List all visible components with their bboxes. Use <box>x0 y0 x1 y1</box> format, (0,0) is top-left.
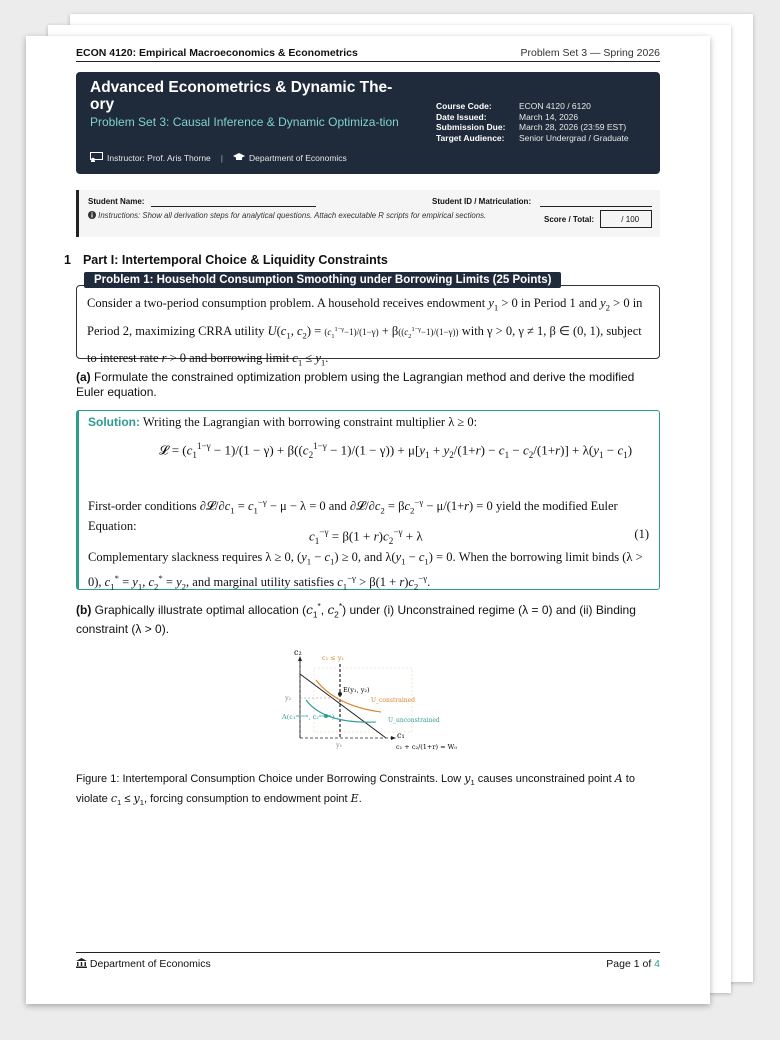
first-order-conditions: First-order conditions $\partial 𝓛/\partial c_1 = c_1^{-\gamma} - \mu - \lambda = 0$ and $\partial 𝓛/\partial c_2 = \beta c_2^{-\gamma} - \mu/(1+r) = 0$ yield the modified Euler Equation: <box>88 497 618 533</box>
euler-equation: $c_1^{-\gamma} = \beta(1 + r)c_2^{-\gamma} + \lambda$ <box>309 527 423 546</box>
footer-department <box>76 958 211 970</box>
lagrangian-equation: 𝓛 = $(c_1^{1-\gamma} - 1)/(1 - \gamma) + \beta((c_2^{1-\gamma} - 1)/(1 - \gamma)) + \mu[y_1 + y_2/(1+r) - c_1 - c_2/(1+r)] + \lambda(y_1 - c_1)$ <box>159 441 633 460</box>
page-prefix: Page 1 of <box>606 958 655 970</box>
info-key: Course Code: <box>436 101 492 111</box>
info-value: Senior Undergrad / Graduate <box>519 132 629 143</box>
x-axis-arrow-icon <box>391 736 396 740</box>
question-a-label: (a) <box>76 370 91 384</box>
solution-intro: Solution: Writing the Lagrangian with borrowing constraint multiplier λ ≥ 0: <box>88 415 478 429</box>
point-E <box>338 692 342 696</box>
Uc-label: U_constrained <box>371 697 416 704</box>
c2-axis-label: c₂ <box>294 648 302 657</box>
footer-dept-text: Department of Economics <box>89 958 211 970</box>
info-key: Date Issued: <box>436 111 487 122</box>
figure-caption: Figure 1: Intertemporal Consumption Choice under Borrowing Constraints. Low $y_1$ causes unconstrained point A to violate $c_1 \le y_1$, forcing consumption to endowment point E. <box>76 772 635 808</box>
institution-icon <box>76 958 87 968</box>
problem-statement-box <box>76 285 660 368</box>
info-value: March 28, 2026 (23:59 EST) <box>519 122 627 132</box>
budget-label: c₁ + c₂/(1+r) = W₀ <box>396 743 457 751</box>
page-number <box>606 958 660 970</box>
title-banner <box>76 72 660 174</box>
student-name-label: Student Name: <box>88 197 145 206</box>
document-page <box>26 36 710 1004</box>
A-label: A(c₁ᵘⁿᶜᵒⁿ, c₂ᵘⁿᶜᵒⁿ) <box>282 713 335 721</box>
info-key: Target Audience: <box>436 132 505 143</box>
problem-title-tab: Problem 1: Household Consumption Smoothing under Borrowing Limits (25 Points) <box>84 272 561 288</box>
banner-meta: Instructor: Prof. Aris Thorne | Department of Economics <box>90 152 347 164</box>
section-number: 1 <box>64 253 71 267</box>
info-value: ECON 4120 / 6120 <box>519 101 591 111</box>
question-a <box>76 370 660 399</box>
document-title: Advanced Econometrics & Dynamic The-ory <box>90 79 393 113</box>
instructions <box>88 211 508 221</box>
solution-box <box>76 410 660 590</box>
instructor-name: Instructor: Prof. Aris Thorne <box>107 153 211 163</box>
problem-statement: Consider a two-period consumption problem. A household receives endowment $y_1 > 0$ in Period 1 and $y_2 > 0$ in Period 2, maximizing CRRA utility $U(c_1$, $c_2) = (c_1^{1-\gamma}-1)/(1-\gamma) + \beta((c_2^{1-\gamma}-1)/(1-\gamma))$ with γ > 0, γ ≠ 1, β ∈ (0, 1), subject to interest rate r > 0 and borrowing limit $c_1 \le y_1$. <box>87 296 643 368</box>
info-key: Submission Due: <box>436 122 506 132</box>
y1-label: y₁ <box>336 741 343 749</box>
student-name-field[interactable] <box>151 206 316 207</box>
student-info-box <box>76 190 660 237</box>
equation-number: (1) <box>634 527 649 541</box>
caption-prefix: Figure 1: Intertemporal Consumption Choice under Borrowing Constraints. <box>76 773 438 785</box>
instructor-icon <box>90 152 103 164</box>
y2-label: y₂ <box>285 694 292 702</box>
student-id-field[interactable] <box>540 206 652 207</box>
page-total-link[interactable]: 4 <box>654 958 660 970</box>
score-label: Score / Total: <box>544 214 595 224</box>
constraint-label: c₁ ≤ y₁ <box>322 654 345 662</box>
budget-line <box>300 674 386 738</box>
solution-label: Solution: <box>88 415 140 429</box>
student-id-label: Student ID / Matriculation: <box>432 197 532 206</box>
figure-1 <box>276 646 466 766</box>
graduation-cap-icon <box>233 153 245 164</box>
question-b: (b) Graphically illustrate optimal allocation ($c_1^*$, $c_2^*$) under (i) Unconstrained regime (λ = 0) and (ii) Binding constraint (λ > 0). <box>76 601 636 637</box>
complementary-slackness: Complementary slackness requires λ ≥ 0, $(y_1 - c_1) \ge 0$, and $\lambda(y_1 - c_1) = 0$. When the borrowing limit binds (λ > 0), $c_1^* = y_1$, $c_2^* = y_2$, and marginal utility satisfies $c_1^{-\gamma} > \beta(1 + r)c_2^{-\gamma}$. <box>88 550 643 592</box>
constrained-indifference-curve <box>316 680 381 712</box>
score-box <box>544 210 652 228</box>
course-header: ECON 4120: Empirical Macroeconomics & Econometrics <box>76 47 358 59</box>
question-b-label: (b) <box>76 603 92 617</box>
E-label: E(y₁, y₂) <box>343 686 370 694</box>
section-heading <box>64 253 388 267</box>
question-a-text: Formulate the constrained optimization problem using the Lagrangian method and derive the modified Euler equation. <box>76 370 635 399</box>
c1-axis-label: c₁ <box>397 731 405 740</box>
problem-set-header: Problem Set 3 — Spring 2026 <box>520 47 660 59</box>
department-name: Department of Economics <box>249 153 347 163</box>
page-footer <box>76 952 660 970</box>
score-field[interactable]: / 100 <box>600 210 652 228</box>
info-value: March 14, 2026 <box>519 111 579 122</box>
info-icon <box>88 211 96 219</box>
Uu-label: U_unconstrained <box>388 717 440 724</box>
course-info-table <box>436 101 629 143</box>
document-subtitle: Problem Set 3: Causal Inference & Dynamic Optimiza-tion <box>90 115 399 129</box>
running-header <box>76 47 660 62</box>
section-title: Part I: Intertemporal Choice & Liquidity Constraints <box>82 253 388 267</box>
instructions-text: Instructions: Show all derivation steps for analytical questions. Attach executable R scripts for empirical sections. <box>98 211 487 220</box>
